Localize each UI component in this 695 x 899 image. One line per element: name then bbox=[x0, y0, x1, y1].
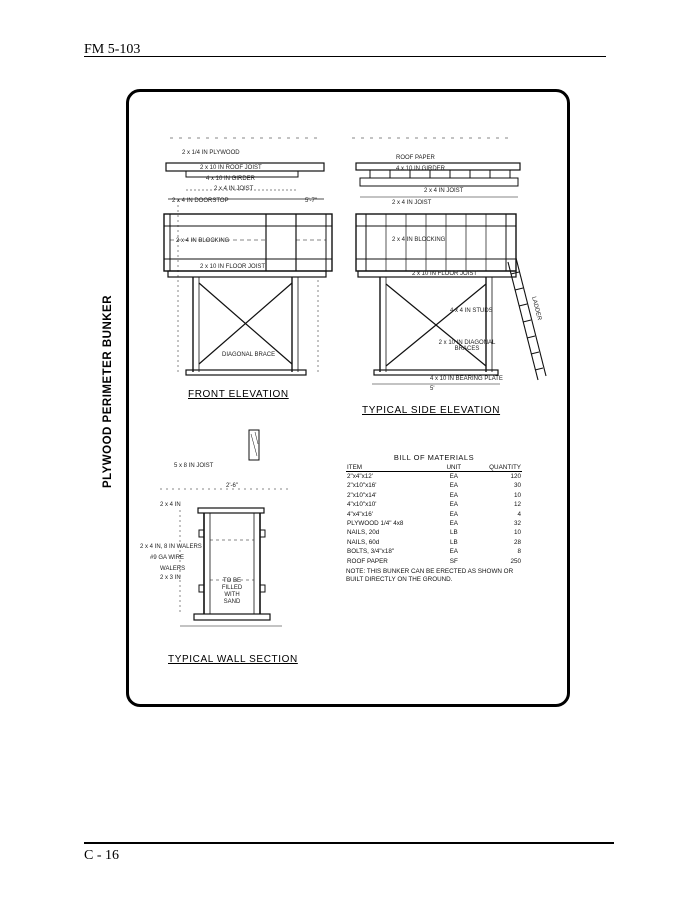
bom-unit: EA bbox=[449, 520, 458, 528]
front-label-floor-joist: 2 x 10 IN FLOOR JOIST bbox=[200, 264, 266, 270]
table-row bbox=[346, 557, 522, 566]
bom-header-row bbox=[346, 464, 522, 472]
side-label-blocking: 2 x 4 IN BLOCKING bbox=[392, 237, 446, 243]
table-row bbox=[346, 519, 522, 528]
side-label-ladder: LADDER bbox=[530, 296, 542, 322]
side-label-bearing: 4 x 10 IN BEARING PLATE bbox=[430, 376, 503, 382]
bom-unit: EA bbox=[449, 473, 458, 480]
wall-label-waler: 2 x 4 IN, 8 IN WALERS bbox=[140, 544, 202, 550]
bom-table bbox=[346, 464, 522, 566]
side-label-girder: 4 x 10 IN GIRDER bbox=[396, 166, 446, 172]
bom-qty: 4 bbox=[517, 510, 521, 518]
bom-item: BOLTS, 3/4"x18" bbox=[347, 548, 395, 556]
wall-label-stud: 2 x 4 IN bbox=[160, 502, 181, 508]
bom-item: 4"x10"x10' bbox=[347, 501, 377, 509]
figure-side-title: PLYWOOD PERIMETER BUNKER bbox=[102, 294, 114, 488]
side-label-roof-paper: ROOF PAPER bbox=[396, 155, 435, 161]
running-header: FM 5-103 bbox=[84, 42, 141, 57]
page-number: C - 16 bbox=[84, 848, 119, 863]
front-label-doorstop: 2 x 4 IN DOORSTOP bbox=[172, 198, 229, 204]
bom-item: 2"x10"x14' bbox=[347, 491, 377, 499]
front-label-diagonal: DIAGONAL BRACE bbox=[222, 352, 276, 358]
table-row bbox=[346, 481, 522, 490]
table-row bbox=[346, 538, 522, 547]
front-label-girder: 4 x 10 IN GIRDER bbox=[206, 176, 256, 182]
front-label-blocking: 2 x 4 IN BLOCKING bbox=[176, 238, 230, 244]
table-row bbox=[346, 500, 522, 509]
bom-item: NAILS, 60d bbox=[347, 538, 380, 546]
wall-label-spacer: 2 x 3 IN bbox=[160, 575, 181, 581]
side-label-floor-joist: 2 x 10 IN FLOOR JOIST bbox=[412, 271, 478, 277]
bom-unit: SF bbox=[449, 557, 458, 565]
bill-of-materials bbox=[346, 453, 522, 584]
wall-label-walers: WALERS bbox=[160, 566, 186, 572]
bom-qty: 8 bbox=[517, 548, 521, 556]
bom-unit: EA bbox=[449, 482, 458, 490]
front-elevation-drawing bbox=[164, 138, 332, 375]
bom-item: 2"x10"x16' bbox=[347, 482, 377, 490]
bom-unit: EA bbox=[449, 510, 458, 518]
bom-unit: EA bbox=[449, 491, 458, 499]
bom-qty: 10 bbox=[513, 491, 521, 499]
front-label-joist: 2 x 4 IN JOIST bbox=[214, 186, 254, 192]
bom-qty: 120 bbox=[510, 473, 521, 480]
bom-qty: 250 bbox=[510, 557, 521, 565]
bom-item: 4"x4"x16' bbox=[347, 510, 373, 518]
side-label-lower-joist: 2 x 4 IN JOIST bbox=[392, 200, 432, 206]
bom-col-item: ITEM bbox=[346, 464, 440, 472]
wall-label-dim-top: 2'-6" bbox=[226, 483, 238, 489]
bom-qty: 10 bbox=[513, 529, 521, 537]
bom-qty: 28 bbox=[513, 538, 521, 546]
bom-item: PLYWOOD 1/4" 4x8 bbox=[347, 520, 404, 528]
table-row bbox=[346, 510, 522, 519]
wall-label-joist-top: 5 x 8 IN JOIST bbox=[174, 463, 214, 469]
bom-item: 2"x4"x12' bbox=[347, 473, 373, 480]
table-row bbox=[346, 472, 522, 482]
table-row bbox=[346, 528, 522, 537]
side-label-diagonal: 2 x 10 IN DIAGONAL BRACES bbox=[438, 340, 496, 352]
bom-unit: LB bbox=[449, 529, 458, 537]
front-label-roof-joist: 2 x 10 IN ROOF JOIST bbox=[200, 165, 262, 171]
bom-unit: LB bbox=[449, 538, 458, 546]
bom-qty: 32 bbox=[513, 520, 521, 528]
front-elevation-caption: FRONT ELEVATION bbox=[188, 389, 289, 400]
bom-item: ROOF PAPER bbox=[347, 557, 388, 565]
front-label-dim-right: 5'-7" bbox=[305, 198, 317, 204]
bom-qty: 30 bbox=[513, 482, 521, 490]
table-row bbox=[346, 491, 522, 500]
side-elevation-caption: TYPICAL SIDE ELEVATION bbox=[362, 405, 501, 416]
bom-col-unit: UNIT bbox=[440, 464, 467, 472]
bom-note: NOTE: THIS BUNKER CAN BE ERECTED AS SHOWN OR BUILT DIRECTLY ON THE GROUND. bbox=[346, 568, 514, 584]
front-label-plywood: 2 x 1/4 IN PLYWOOD bbox=[182, 150, 240, 156]
side-label-dim-bottom: 5' bbox=[430, 386, 435, 392]
side-label-studs: 4 x 4 IN STUDS bbox=[450, 308, 493, 314]
table-row bbox=[346, 547, 522, 556]
bom-unit: EA bbox=[449, 501, 458, 509]
wall-section-caption: TYPICAL WALL SECTION bbox=[168, 654, 298, 665]
bom-item: NAILS, 20d bbox=[347, 529, 380, 537]
wall-label-fill: TO BE FILLED WITH SAND bbox=[221, 578, 243, 605]
bom-col-quantity: QUANTITY bbox=[467, 464, 522, 472]
side-label-joist: 2 x 4 IN JOIST bbox=[424, 188, 464, 194]
bom-unit: EA bbox=[449, 548, 458, 556]
bom-qty: 12 bbox=[513, 501, 521, 509]
footer-rule bbox=[84, 842, 614, 844]
bom-title: BILL OF MATERIALS bbox=[393, 453, 475, 462]
wall-label-wire: #9 GA WIRE bbox=[150, 555, 185, 561]
